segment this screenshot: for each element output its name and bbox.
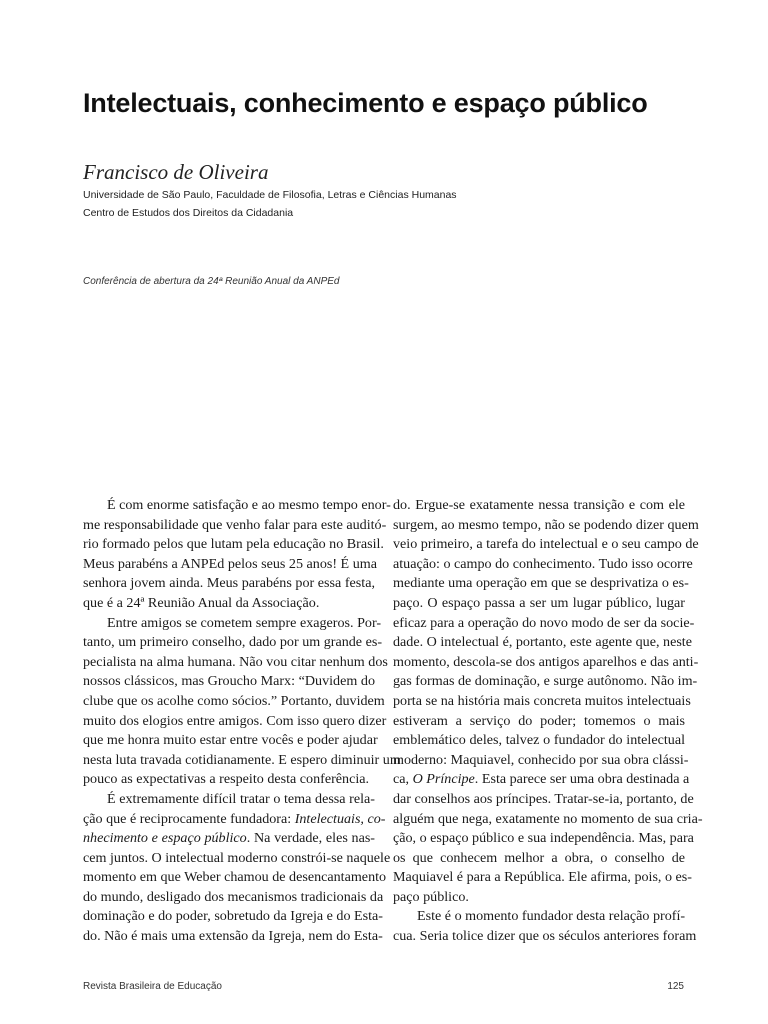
body-line: surgem, ao mesmo tempo, não se podendo dizer quem bbox=[393, 516, 699, 533]
body-line: clube que os acolhe como sócios.” Portanto, duvidem bbox=[83, 692, 385, 709]
body-line: estiveram a serviço do poder; tomemos o mais bbox=[393, 712, 685, 729]
body-text: ção que é reciprocamente fundadora: bbox=[83, 810, 295, 827]
body-line: paço. O espaço passa a ser um lugar público, lugar bbox=[393, 594, 685, 611]
body-line: eficaz para a operação do novo modo de ser da socie- bbox=[393, 614, 695, 631]
body-line: moderno: Maquiavel, conhecido por sua obra clássi- bbox=[393, 751, 689, 768]
body-line: tanto, um primeiro conselho, dado por um grande es- bbox=[83, 634, 383, 651]
body-line: emblemático deles, talvez o fundador do intelectual bbox=[393, 732, 685, 749]
body-line: ção, o espaço público e sua independência. Mas, para bbox=[393, 830, 694, 847]
affiliation-center: Centro de Estudos dos Direitos da Cidadania bbox=[83, 207, 294, 219]
italic-title-ref: Intelectuais, co- bbox=[294, 810, 386, 827]
conference-note: Conferência de abertura da 24ª Reunião Anual da ANPEd bbox=[83, 276, 340, 287]
body-line: momento em que Weber chamou de desencantamento bbox=[83, 869, 387, 886]
body-line: gas formas de dominação, e surge autônomo. Não im- bbox=[393, 673, 698, 690]
body-line: mediante uma operação em que se desprivatiza o es- bbox=[393, 575, 689, 592]
body-line bbox=[83, 829, 375, 849]
body-line: momento, descola-se dos antigos aparelhos e das anti- bbox=[393, 653, 699, 670]
body-line: porta se na história mais concreta muitos intelectuais bbox=[393, 692, 691, 709]
article-title: Intelectuais, conhecimento e espaço público bbox=[83, 88, 648, 118]
body-line: cem juntos. O intelectual moderno constrói-se naquele bbox=[83, 849, 391, 866]
body-line: paço público. bbox=[393, 888, 469, 905]
body-line: do mundo, desligado dos mecanismos tradicionais da bbox=[83, 888, 384, 905]
body-line: senhora jovem ainda. Meus parabéns por essa festa, bbox=[83, 575, 375, 592]
body-line: É extremamente difícil tratar o tema dessa rela- bbox=[107, 790, 375, 807]
body-line: os que conhecem melhor a obra, o conselho de bbox=[393, 849, 685, 866]
body-line: pouco as expectativas a respeito desta conferência. bbox=[83, 771, 370, 788]
body-line: do. Ergue-se exatamente nessa transição e com ele bbox=[393, 497, 685, 513]
body-line: me responsabilidade que venho falar para este auditó- bbox=[83, 516, 387, 533]
body-line: É com enorme satisfação e ao mesmo tempo enor- bbox=[107, 497, 391, 513]
body-line: dar conselhos aos príncipes. Tratar-se-ia, portanto, de bbox=[393, 790, 694, 807]
body-line: Este é o momento fundador desta relação profí- bbox=[417, 908, 686, 925]
body-line: do. Não é mais uma extensão da Igreja, nem do Esta- bbox=[83, 928, 383, 945]
body-text: ca, bbox=[393, 771, 413, 788]
body-line: Meus parabéns a ANPEd pelos seus 25 anos! É uma bbox=[83, 555, 377, 572]
body-text: . Na verdade, eles nas- bbox=[246, 830, 375, 847]
body-text: . Esta parece ser uma obra destinada a bbox=[474, 771, 690, 788]
body-line bbox=[83, 810, 386, 830]
body-line: dade. O intelectual é, portanto, este agente que, neste bbox=[393, 634, 692, 651]
body-line: Maquiavel é para a República. Ele afirma, pois, o es- bbox=[393, 869, 692, 886]
body-line: atuação: o campo do conhecimento. Tudo isso ocorre bbox=[393, 555, 693, 572]
body-line: que é a 24ª Reunião Anual da Associação. bbox=[83, 594, 320, 611]
body-line: pecialista na alma humana. Não vou citar nenhum dos bbox=[83, 653, 388, 670]
body-line: dominação e do poder, sobretudo da Igreja e do Esta- bbox=[83, 908, 383, 925]
page-number: 125 bbox=[667, 981, 684, 992]
body-line: nossos clássicos, mas Groucho Marx: “Duvidem do bbox=[83, 673, 375, 690]
body-line: cua. Seria tolice dizer que os séculos anteriores foram bbox=[393, 928, 697, 945]
journal-name: Revista Brasileira de Educação bbox=[83, 981, 222, 992]
affiliation-university: Universidade de São Paulo, Faculdade de Filosofia, Letras e Ciências Humanas bbox=[83, 189, 457, 201]
body-column-right bbox=[393, 496, 703, 947]
author-name: Francisco de Oliveira bbox=[83, 160, 269, 184]
body-line: Entre amigos se cometem sempre exageros. Por- bbox=[107, 614, 382, 631]
italic-title-ref: O Príncipe bbox=[412, 771, 475, 788]
italic-title-ref: nhecimento e espaço público bbox=[83, 830, 247, 847]
body-line: alguém que nega, exatamente no momento de sua cria- bbox=[393, 810, 703, 827]
body-line: muito dos elogios entre amigos. Com isso quero dizer bbox=[83, 712, 387, 729]
body-line bbox=[393, 770, 690, 790]
body-line: veio primeiro, a tarefa do intelectual e o seu campo de bbox=[393, 536, 699, 553]
body-line: que me honra muito estar entre vocês e poder ajudar bbox=[83, 732, 378, 749]
body-line: nesta luta travada cotidianamente. E espero diminuir um bbox=[83, 751, 401, 768]
body-column-left bbox=[83, 496, 401, 947]
body-line: rio formado pelos que lutam pela educação no Brasil. bbox=[83, 536, 384, 553]
